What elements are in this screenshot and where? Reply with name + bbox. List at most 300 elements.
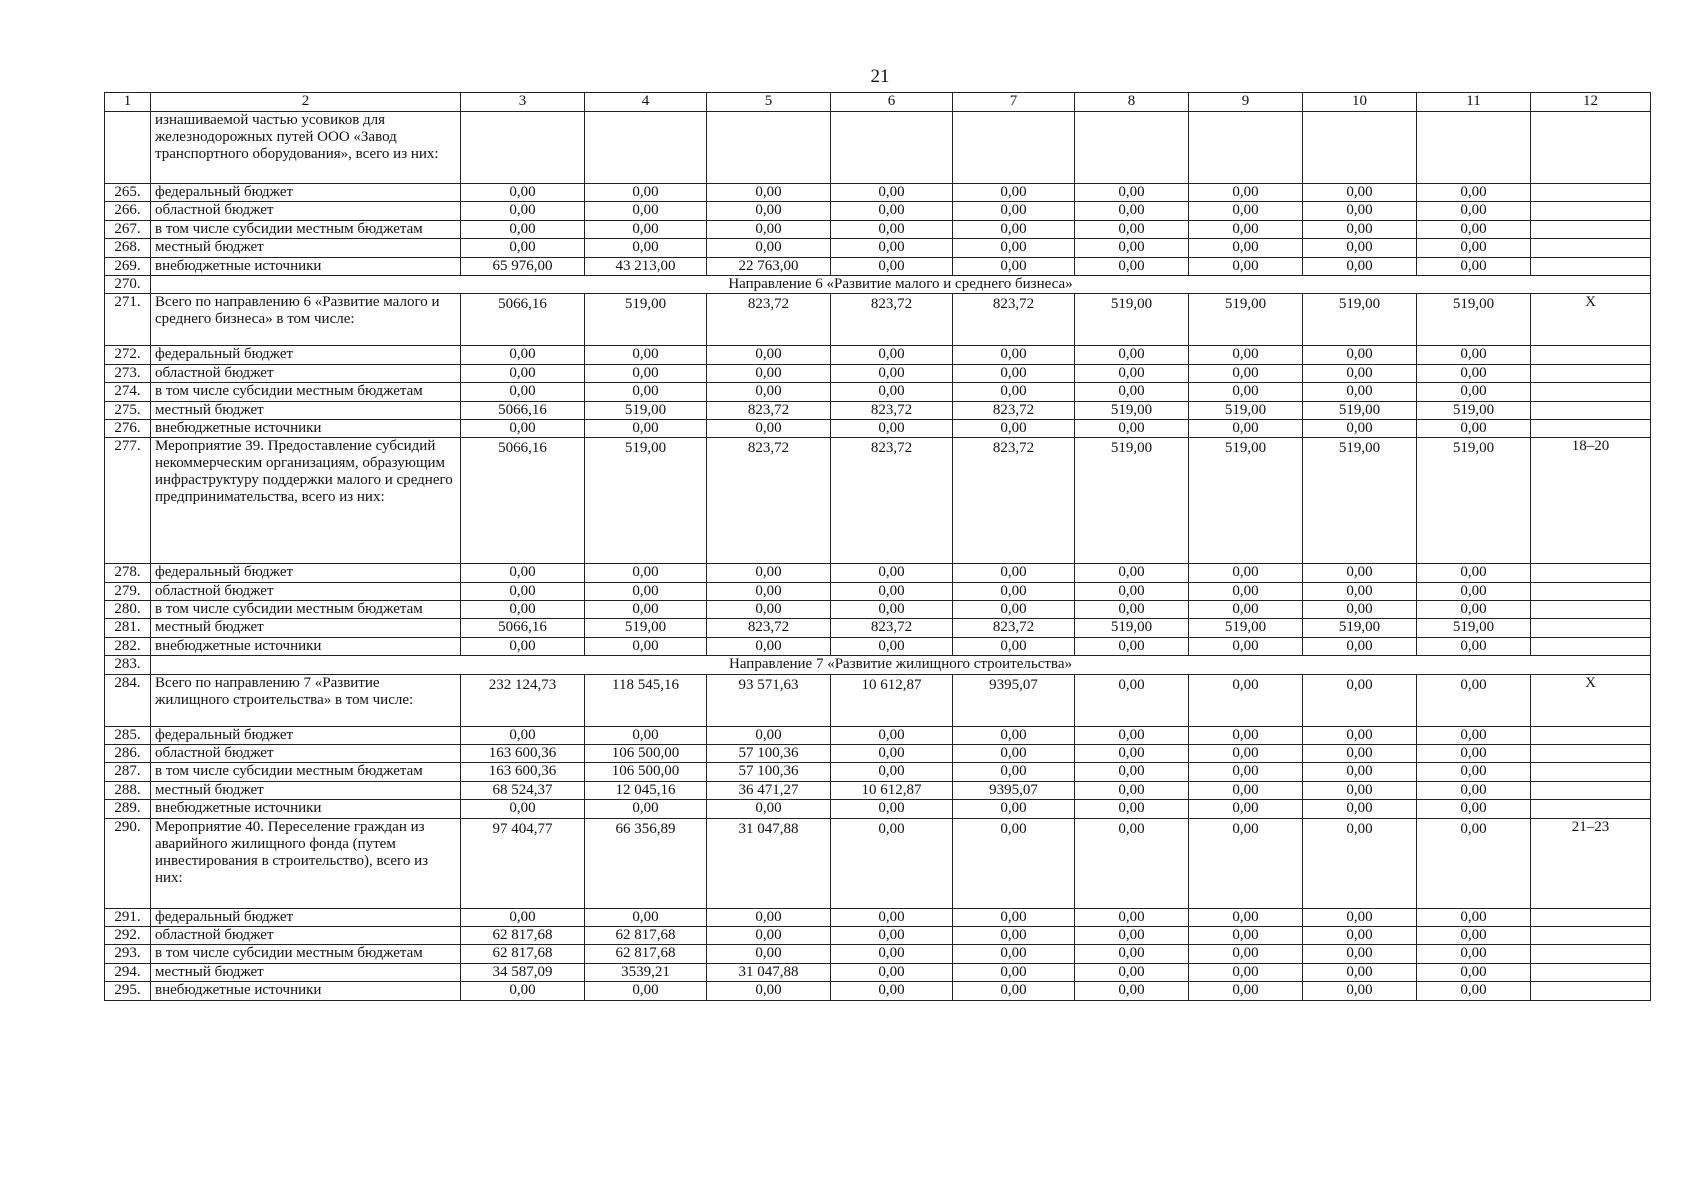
value-cell: 0,00 — [1075, 383, 1189, 401]
value-cell: 0,00 — [831, 564, 953, 582]
row-number: 268. — [105, 239, 151, 257]
value-cell — [585, 112, 707, 184]
table-row — [105, 745, 1651, 763]
row-number — [105, 112, 151, 184]
value-cell: 0,00 — [1303, 763, 1417, 781]
value-cell: 62 817,68 — [461, 926, 585, 944]
header-cell: 4 — [585, 93, 707, 112]
value-cell: 0,00 — [707, 726, 831, 744]
value-cell: 0,00 — [1189, 383, 1303, 401]
value-cell: 0,00 — [1075, 781, 1189, 799]
row-name: Мероприятие 40. Переселение граждан из аварийного жилищного фонда (путем инвестирования в строительство), всего из них: — [151, 818, 461, 908]
value-cell: 823,72 — [831, 438, 953, 564]
header-cell: 9 — [1189, 93, 1303, 112]
value-cell: 0,00 — [953, 945, 1075, 963]
value-cell: 0,00 — [1189, 908, 1303, 926]
activity-ref: X — [1531, 674, 1651, 726]
row-number: 281. — [105, 619, 151, 637]
row-name: местный бюджет — [151, 781, 461, 799]
value-cell: 62 817,68 — [585, 945, 707, 963]
value-cell: 0,00 — [1075, 908, 1189, 926]
value-cell: 118 545,16 — [585, 674, 707, 726]
value-cell: 0,00 — [585, 726, 707, 744]
value-cell: 0,00 — [1075, 257, 1189, 275]
value-cell: 519,00 — [1417, 294, 1531, 346]
activity-ref — [1531, 564, 1651, 582]
value-cell: 0,00 — [585, 364, 707, 382]
value-cell: 519,00 — [1303, 294, 1417, 346]
value-cell: 0,00 — [1303, 963, 1417, 981]
value-cell: 0,00 — [831, 419, 953, 437]
value-cell: 0,00 — [953, 419, 1075, 437]
value-cell: 0,00 — [831, 239, 953, 257]
value-cell: 0,00 — [831, 745, 953, 763]
value-cell: 0,00 — [707, 945, 831, 963]
row-name: местный бюджет — [151, 963, 461, 981]
value-cell — [1189, 112, 1303, 184]
activity-ref — [1531, 239, 1651, 257]
value-cell: 34 587,09 — [461, 963, 585, 981]
value-cell: 0,00 — [1189, 346, 1303, 364]
value-cell: 519,00 — [1303, 619, 1417, 637]
table-row — [105, 945, 1651, 963]
value-cell: 0,00 — [953, 564, 1075, 582]
value-cell: 0,00 — [1417, 202, 1531, 220]
value-cell: 0,00 — [831, 926, 953, 944]
table-row — [105, 726, 1651, 744]
row-name: федеральный бюджет — [151, 184, 461, 202]
row-name: внебюджетные источники — [151, 637, 461, 655]
activity-ref — [1531, 582, 1651, 600]
row-number: 287. — [105, 763, 151, 781]
value-cell: 22 763,00 — [707, 257, 831, 275]
value-cell: 0,00 — [953, 908, 1075, 926]
row-number: 286. — [105, 745, 151, 763]
row-number: 272. — [105, 346, 151, 364]
value-cell: 0,00 — [1189, 184, 1303, 202]
value-cell: 0,00 — [585, 601, 707, 619]
activity-ref — [1531, 419, 1651, 437]
header-cell: 12 — [1531, 93, 1651, 112]
activity-ref — [1531, 346, 1651, 364]
table-row — [105, 112, 1651, 184]
value-cell: 97 404,77 — [461, 818, 585, 908]
value-cell: 0,00 — [1075, 220, 1189, 238]
value-cell: 519,00 — [1303, 401, 1417, 419]
value-cell: 0,00 — [1075, 637, 1189, 655]
header-cell: 10 — [1303, 93, 1417, 112]
value-cell: 0,00 — [1189, 763, 1303, 781]
value-cell: 0,00 — [831, 763, 953, 781]
value-cell: 0,00 — [953, 818, 1075, 908]
value-cell: 65 976,00 — [461, 257, 585, 275]
value-cell: 519,00 — [1189, 438, 1303, 564]
section-row — [105, 275, 1651, 293]
row-number: 289. — [105, 800, 151, 818]
activity-ref — [1531, 982, 1651, 1000]
table-row — [105, 908, 1651, 926]
value-cell: 0,00 — [831, 726, 953, 744]
value-cell: 0,00 — [1303, 800, 1417, 818]
value-cell: 0,00 — [1189, 818, 1303, 908]
value-cell — [1303, 112, 1417, 184]
table-row — [105, 257, 1651, 275]
table-row — [105, 619, 1651, 637]
value-cell: 519,00 — [1075, 294, 1189, 346]
value-cell: 0,00 — [707, 800, 831, 818]
value-cell: 0,00 — [831, 982, 953, 1000]
table-row — [105, 383, 1651, 401]
value-cell: 0,00 — [1075, 818, 1189, 908]
value-cell: 31 047,88 — [707, 818, 831, 908]
value-cell: 823,72 — [831, 294, 953, 346]
row-name: федеральный бюджет — [151, 564, 461, 582]
value-cell: 0,00 — [1189, 202, 1303, 220]
value-cell: 0,00 — [1075, 745, 1189, 763]
value-cell: 0,00 — [1417, 963, 1531, 981]
value-cell: 163 600,36 — [461, 745, 585, 763]
value-cell: 0,00 — [1303, 637, 1417, 655]
activity-ref — [1531, 601, 1651, 619]
section-title: Направление 6 «Развитие малого и среднего бизнеса» — [151, 275, 1651, 293]
table-row — [105, 781, 1651, 799]
value-cell: 0,00 — [1303, 945, 1417, 963]
value-cell: 823,72 — [831, 619, 953, 637]
value-cell: 0,00 — [1303, 202, 1417, 220]
row-number: 282. — [105, 637, 151, 655]
value-cell: 0,00 — [1417, 908, 1531, 926]
value-cell: 0,00 — [707, 346, 831, 364]
activity-ref — [1531, 926, 1651, 944]
row-number: 277. — [105, 438, 151, 564]
row-number: 270. — [105, 275, 151, 293]
row-name: изнашиваемой частью усовиков для железнодорожных путей ООО «Завод транспортного оборудования», всего из них: — [151, 112, 461, 184]
value-cell: 0,00 — [1189, 257, 1303, 275]
header-cell: 7 — [953, 93, 1075, 112]
row-number: 275. — [105, 401, 151, 419]
value-cell: 0,00 — [953, 383, 1075, 401]
value-cell: 0,00 — [1417, 726, 1531, 744]
value-cell: 36 471,27 — [707, 781, 831, 799]
row-name: местный бюджет — [151, 239, 461, 257]
value-cell: 0,00 — [1075, 926, 1189, 944]
section-title: Направление 7 «Развитие жилищного строительства» — [151, 656, 1651, 674]
activity-ref — [1531, 383, 1651, 401]
value-cell: 0,00 — [585, 346, 707, 364]
value-cell: 0,00 — [585, 383, 707, 401]
value-cell: 0,00 — [953, 184, 1075, 202]
table-row — [105, 564, 1651, 582]
row-number: 271. — [105, 294, 151, 346]
value-cell: 5066,16 — [461, 438, 585, 564]
row-number: 291. — [105, 908, 151, 926]
value-cell — [461, 112, 585, 184]
value-cell: 0,00 — [1303, 745, 1417, 763]
value-cell: 0,00 — [1189, 745, 1303, 763]
value-cell: 0,00 — [707, 926, 831, 944]
value-cell: 0,00 — [831, 582, 953, 600]
value-cell: 0,00 — [707, 982, 831, 1000]
row-name: в том числе субсидии местным бюджетам — [151, 383, 461, 401]
row-name: в том числе субсидии местным бюджетам — [151, 220, 461, 238]
value-cell: 57 100,36 — [707, 745, 831, 763]
value-cell: 823,72 — [707, 619, 831, 637]
table-row — [105, 582, 1651, 600]
value-cell: 519,00 — [1189, 294, 1303, 346]
value-cell: 0,00 — [831, 257, 953, 275]
value-cell: 519,00 — [585, 438, 707, 564]
value-cell: 0,00 — [1417, 982, 1531, 1000]
row-name: Всего по направлению 7 «Развитие жилищного строительства» в том числе: — [151, 674, 461, 726]
page-number: 21 — [870, 66, 890, 87]
value-cell: 0,00 — [1189, 220, 1303, 238]
row-name: местный бюджет — [151, 401, 461, 419]
value-cell: 0,00 — [1417, 637, 1531, 655]
value-cell: 0,00 — [1075, 564, 1189, 582]
value-cell: 519,00 — [1075, 438, 1189, 564]
value-cell: 0,00 — [1303, 982, 1417, 1000]
activity-ref: 18–20 — [1531, 438, 1651, 564]
row-number: 293. — [105, 945, 151, 963]
value-cell: 68 524,37 — [461, 781, 585, 799]
row-name: областной бюджет — [151, 745, 461, 763]
row-number: 267. — [105, 220, 151, 238]
value-cell: 0,00 — [1417, 818, 1531, 908]
value-cell: 0,00 — [1417, 745, 1531, 763]
value-cell: 62 817,68 — [585, 926, 707, 944]
value-cell: 0,00 — [1417, 257, 1531, 275]
value-cell: 0,00 — [1303, 383, 1417, 401]
value-cell: 0,00 — [831, 908, 953, 926]
row-number: 274. — [105, 383, 151, 401]
activity-ref: 21–23 — [1531, 818, 1651, 908]
table-row — [105, 401, 1651, 419]
value-cell: 106 500,00 — [585, 763, 707, 781]
header-cell: 11 — [1417, 93, 1531, 112]
value-cell: 0,00 — [1075, 184, 1189, 202]
table-row — [105, 184, 1651, 202]
value-cell: 0,00 — [461, 383, 585, 401]
value-cell: 0,00 — [585, 564, 707, 582]
value-cell: 0,00 — [1075, 364, 1189, 382]
value-cell: 163 600,36 — [461, 763, 585, 781]
value-cell: 0,00 — [1075, 763, 1189, 781]
value-cell: 0,00 — [1189, 800, 1303, 818]
value-cell: 0,00 — [585, 202, 707, 220]
table-row — [105, 800, 1651, 818]
value-cell: 0,00 — [953, 220, 1075, 238]
row-name: Всего по направлению 6 «Развитие малого и среднего бизнеса» в том числе: — [151, 294, 461, 346]
value-cell: 57 100,36 — [707, 763, 831, 781]
activity-ref — [1531, 908, 1651, 926]
value-cell: 0,00 — [1189, 963, 1303, 981]
value-cell: 0,00 — [707, 364, 831, 382]
value-cell: 0,00 — [1189, 239, 1303, 257]
value-cell: 0,00 — [1417, 346, 1531, 364]
value-cell: 5066,16 — [461, 619, 585, 637]
value-cell: 0,00 — [831, 364, 953, 382]
table-row — [105, 982, 1651, 1000]
value-cell: 0,00 — [1075, 202, 1189, 220]
value-cell: 0,00 — [1303, 257, 1417, 275]
row-name: в том числе субсидии местным бюджетам — [151, 763, 461, 781]
value-cell: 232 124,73 — [461, 674, 585, 726]
activity-ref — [1531, 800, 1651, 818]
value-cell: 0,00 — [461, 726, 585, 744]
value-cell: 0,00 — [953, 963, 1075, 981]
header-cell: 2 — [151, 93, 461, 112]
row-number: 276. — [105, 419, 151, 437]
row-name: федеральный бюджет — [151, 726, 461, 744]
value-cell: 0,00 — [1189, 419, 1303, 437]
value-cell: 0,00 — [585, 419, 707, 437]
value-cell: 0,00 — [461, 564, 585, 582]
value-cell: 0,00 — [461, 637, 585, 655]
row-name: областной бюджет — [151, 582, 461, 600]
table-row — [105, 419, 1651, 437]
value-cell: 0,00 — [461, 239, 585, 257]
row-number: 283. — [105, 656, 151, 674]
value-cell: 0,00 — [831, 601, 953, 619]
row-name: областной бюджет — [151, 364, 461, 382]
value-cell: 0,00 — [831, 637, 953, 655]
value-cell: 0,00 — [953, 239, 1075, 257]
value-cell: 519,00 — [1189, 401, 1303, 419]
activity-ref — [1531, 257, 1651, 275]
value-cell: 0,00 — [707, 908, 831, 926]
row-name: внебюджетные источники — [151, 419, 461, 437]
value-cell: 0,00 — [1303, 239, 1417, 257]
value-cell: 0,00 — [953, 982, 1075, 1000]
value-cell: 0,00 — [1417, 926, 1531, 944]
value-cell: 0,00 — [953, 763, 1075, 781]
value-cell: 0,00 — [707, 564, 831, 582]
value-cell: 0,00 — [953, 926, 1075, 944]
table-row — [105, 818, 1651, 908]
value-cell: 0,00 — [1075, 674, 1189, 726]
value-cell: 0,00 — [831, 383, 953, 401]
value-cell: 0,00 — [1075, 945, 1189, 963]
value-cell: 0,00 — [707, 202, 831, 220]
value-cell: 0,00 — [1417, 601, 1531, 619]
row-number: 294. — [105, 963, 151, 981]
table-body — [105, 112, 1651, 1001]
value-cell: 0,00 — [707, 220, 831, 238]
value-cell: 0,00 — [585, 184, 707, 202]
value-cell: 106 500,00 — [585, 745, 707, 763]
table-row — [105, 220, 1651, 238]
value-cell: 823,72 — [953, 438, 1075, 564]
value-cell: 0,00 — [1075, 239, 1189, 257]
value-cell: 0,00 — [585, 982, 707, 1000]
header-cell: 8 — [1075, 93, 1189, 112]
value-cell — [1417, 112, 1531, 184]
value-cell: 0,00 — [831, 184, 953, 202]
table-row — [105, 438, 1651, 564]
value-cell: 0,00 — [1303, 726, 1417, 744]
value-cell: 10 612,87 — [831, 674, 953, 726]
value-cell: 0,00 — [953, 637, 1075, 655]
value-cell: 0,00 — [1303, 781, 1417, 799]
value-cell: 0,00 — [1417, 800, 1531, 818]
value-cell: 823,72 — [831, 401, 953, 419]
value-cell: 0,00 — [461, 601, 585, 619]
value-cell: 0,00 — [831, 220, 953, 238]
value-cell: 0,00 — [1303, 419, 1417, 437]
value-cell: 0,00 — [1075, 601, 1189, 619]
value-cell: 519,00 — [1417, 619, 1531, 637]
value-cell: 0,00 — [831, 800, 953, 818]
value-cell — [953, 112, 1075, 184]
value-cell: 0,00 — [1189, 601, 1303, 619]
value-cell: 519,00 — [1189, 619, 1303, 637]
table-row — [105, 637, 1651, 655]
value-cell: 823,72 — [953, 294, 1075, 346]
value-cell: 519,00 — [1417, 401, 1531, 419]
activity-ref — [1531, 945, 1651, 963]
value-cell: 0,00 — [1075, 419, 1189, 437]
row-name: Мероприятие 39. Предоставление субсидий некоммерческим организациям, образующим инфраструктуру поддержки малого и среднего предпринимательства, всего из них: — [151, 438, 461, 564]
table-row — [105, 763, 1651, 781]
value-cell: 0,00 — [707, 419, 831, 437]
value-cell: 519,00 — [1075, 619, 1189, 637]
row-number: 278. — [105, 564, 151, 582]
value-cell: 519,00 — [585, 401, 707, 419]
value-cell: 823,72 — [953, 401, 1075, 419]
value-cell: 0,00 — [1075, 982, 1189, 1000]
value-cell: 0,00 — [953, 800, 1075, 818]
value-cell: 0,00 — [1075, 800, 1189, 818]
row-number: 269. — [105, 257, 151, 275]
table-row — [105, 202, 1651, 220]
row-name: областной бюджет — [151, 202, 461, 220]
activity-ref — [1531, 781, 1651, 799]
value-cell: 31 047,88 — [707, 963, 831, 981]
value-cell: 0,00 — [1075, 346, 1189, 364]
row-number: 280. — [105, 601, 151, 619]
row-number: 279. — [105, 582, 151, 600]
value-cell: 0,00 — [831, 818, 953, 908]
value-cell: 519,00 — [1303, 438, 1417, 564]
header-row — [105, 93, 1651, 112]
activity-ref — [1531, 745, 1651, 763]
value-cell: 0,00 — [831, 346, 953, 364]
value-cell: 0,00 — [707, 601, 831, 619]
table-row — [105, 963, 1651, 981]
table-row — [105, 364, 1651, 382]
value-cell: 0,00 — [707, 637, 831, 655]
value-cell: 0,00 — [953, 601, 1075, 619]
value-cell: 0,00 — [707, 184, 831, 202]
value-cell: 519,00 — [1417, 438, 1531, 564]
value-cell: 0,00 — [953, 346, 1075, 364]
value-cell: 0,00 — [585, 908, 707, 926]
value-cell: 823,72 — [707, 294, 831, 346]
value-cell: 0,00 — [1303, 364, 1417, 382]
row-number: 295. — [105, 982, 151, 1000]
value-cell: 0,00 — [1303, 184, 1417, 202]
row-name: федеральный бюджет — [151, 908, 461, 926]
activity-ref — [1531, 184, 1651, 202]
value-cell: 0,00 — [1417, 383, 1531, 401]
value-cell: 0,00 — [707, 383, 831, 401]
activity-ref — [1531, 220, 1651, 238]
value-cell: 0,00 — [461, 582, 585, 600]
value-cell — [707, 112, 831, 184]
table-row — [105, 601, 1651, 619]
value-cell: 0,00 — [461, 346, 585, 364]
budget-table — [104, 92, 1651, 1001]
